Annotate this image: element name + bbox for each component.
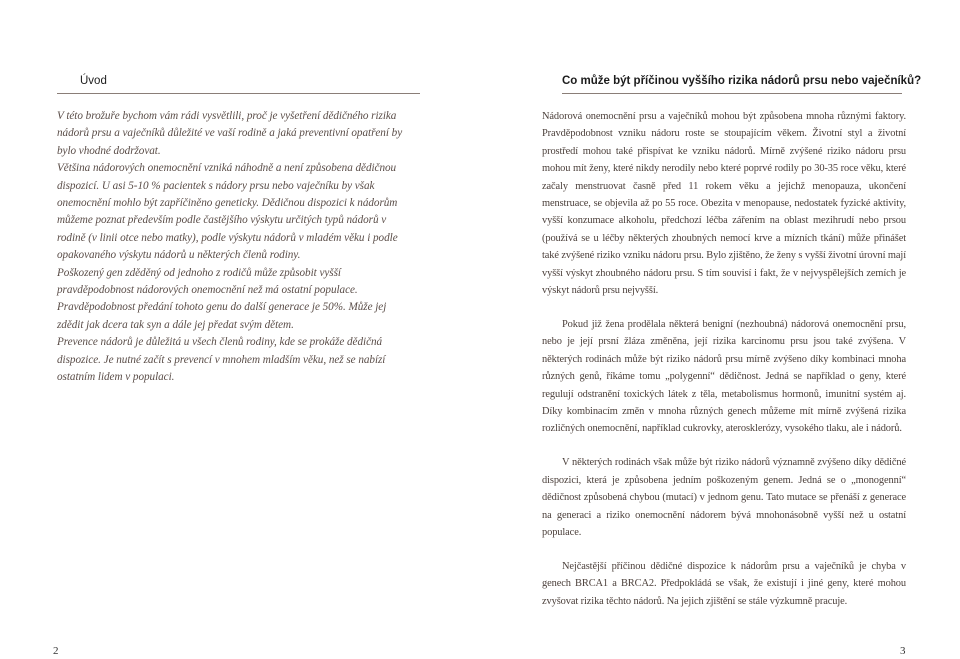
page-number-right: 3 (900, 645, 906, 657)
right-page-heading: Co může být příčinou vyššího rizika nádorů prsu nebo vaječníků? (562, 75, 922, 87)
intro-text (57, 108, 412, 387)
body-paragraph: V některých rodinách však může být riziko nádorů významně zvýšeno díky dědičné dispozici, která je způsobena jedním poškozeným genem. Jedná se o „monogenní“ dědičnost způsobená chybou (mutací) v jednom genu. Tato mutace se přenáší z generace na generaci a riziko onemocnění nádorem bývá mnohonásobně vyšší než u ostatní populace. (542, 457, 906, 538)
body-text (542, 108, 906, 627)
right-page-header (562, 73, 922, 94)
body-paragraph: Nejčastější příčinou dědičné dispozice k nádorům prsu a vaječníků je chyba v genech BRCA1 a BRCA2. Předpokládá se však, že existují i jiné geny, které mohou zvyšovat rizika těchto nádorů. Na jejich zjištění se stále výzkumně pracuje. (542, 560, 906, 607)
intro-paragraph: Většina nádorových onemocnění vzniká náhodně a není způsobena dědičnou dispozicí. U asi 5-10 % pacientek s nádory prsu nebo vaječníku by však onemocnění mohlo být zapříčiněno geneticky. Dědičnou dispozici k nádorům můžeme poznat především podle častějšího výskytu určitých typů nádorů v rodině (v linii otce nebo matky), podle výskytu nádorů v mladém věku i podle opakovaného výskytu nádorů u některých členů rodiny. (57, 162, 398, 262)
intro-paragraph: V této brožuře bychom vám rádi vysvětlili, proč je vyšetření dědičného rizika nádorů prsu a vaječníků důležité ve vaší rodině a jaká preventivní opatření by bylo vhodné dodržovat. (57, 110, 403, 157)
right-page (480, 0, 960, 659)
left-page-header (57, 73, 420, 94)
intro-paragraph: Prevence nádorů je důležitá u všech členů rodiny, kde se prokáže dědičná dispozice. Je nutné začít s prevencí v mnohem mladším věku, než se nabízí ostatním lidem v populaci. (57, 336, 386, 384)
body-paragraph: Nádorová onemocnění prsu a vaječníků mohou být způsobena mnoha různými faktory. Pravděpodobnost vzniku nádoru roste se stoupajícím věkem. Životní styl a životní prostředí mohou také přispívat ke vzniku nádorů. Mírně zvýšené riziko nádoru prsu mohou mít ženy, které nikdy nerodily nebo které poprvé rodily po 30-35 roce věku, které začaly menstruovat časně před 11 rokem věku a jejichž menopauza, ukončení menstruace, se objevila až po 55 roce. Obezita v menopause, nedostatek fyzické aktivity, vyšší konzumace alkoholu, předchozí léčba zářením na oblast mezihrudí nebo prsou (používá se u léčby některých zhoubných nemocí krve a mízních tkání) může přinášet také zvýšené riziko vzniku nádoru prsu. Bylo zjištěno, že ženy s vyšší životní úrovní mají vyšší výskyt zhoubného nádoru prsu. S tím souvisí i fakt, že v nejvyspělejších zemích je výskyt nádorů prsu nejvyšší. (542, 111, 906, 297)
body-paragraph: Pokud již žena prodělala některá benigní (nezhoubná) nádorová onemocnění prsu, nebo je její prsní žláza změněna, její rizika karcinomu prsu jsou také zvýšena. V některých rodinách může být riziko nádorů prsu mírně zvýšeno díky kombinaci mnoha různých genů, říkáme tomu „polygenní“ dědičnost. Jedná se například o geny, které regulují odstranění toxických látek z těla, metabolismus hormonů, imunitní systém aj. Díky kombinacím změn v mnoha různých genech můžeme mít mírně zvýšená rizika rozličných onemocnění, například cukrovky, aterosklerózy, vysokého tlaku, ale i nádorů. (542, 318, 906, 435)
page-number-left: 2 (53, 645, 59, 657)
left-page-heading: Úvod (80, 75, 107, 87)
intro-paragraph: Poškozený gen zděděný od jednoho z rodičů může způsobit vyšší pravděpodobnost nádorových onemocnění než má ostatní populace. Pravděpodobnost předání tohoto genu do další generace je 50%. Může jej zdědit jak dcera tak syn a dále jej předat svým dětem. (57, 266, 387, 331)
